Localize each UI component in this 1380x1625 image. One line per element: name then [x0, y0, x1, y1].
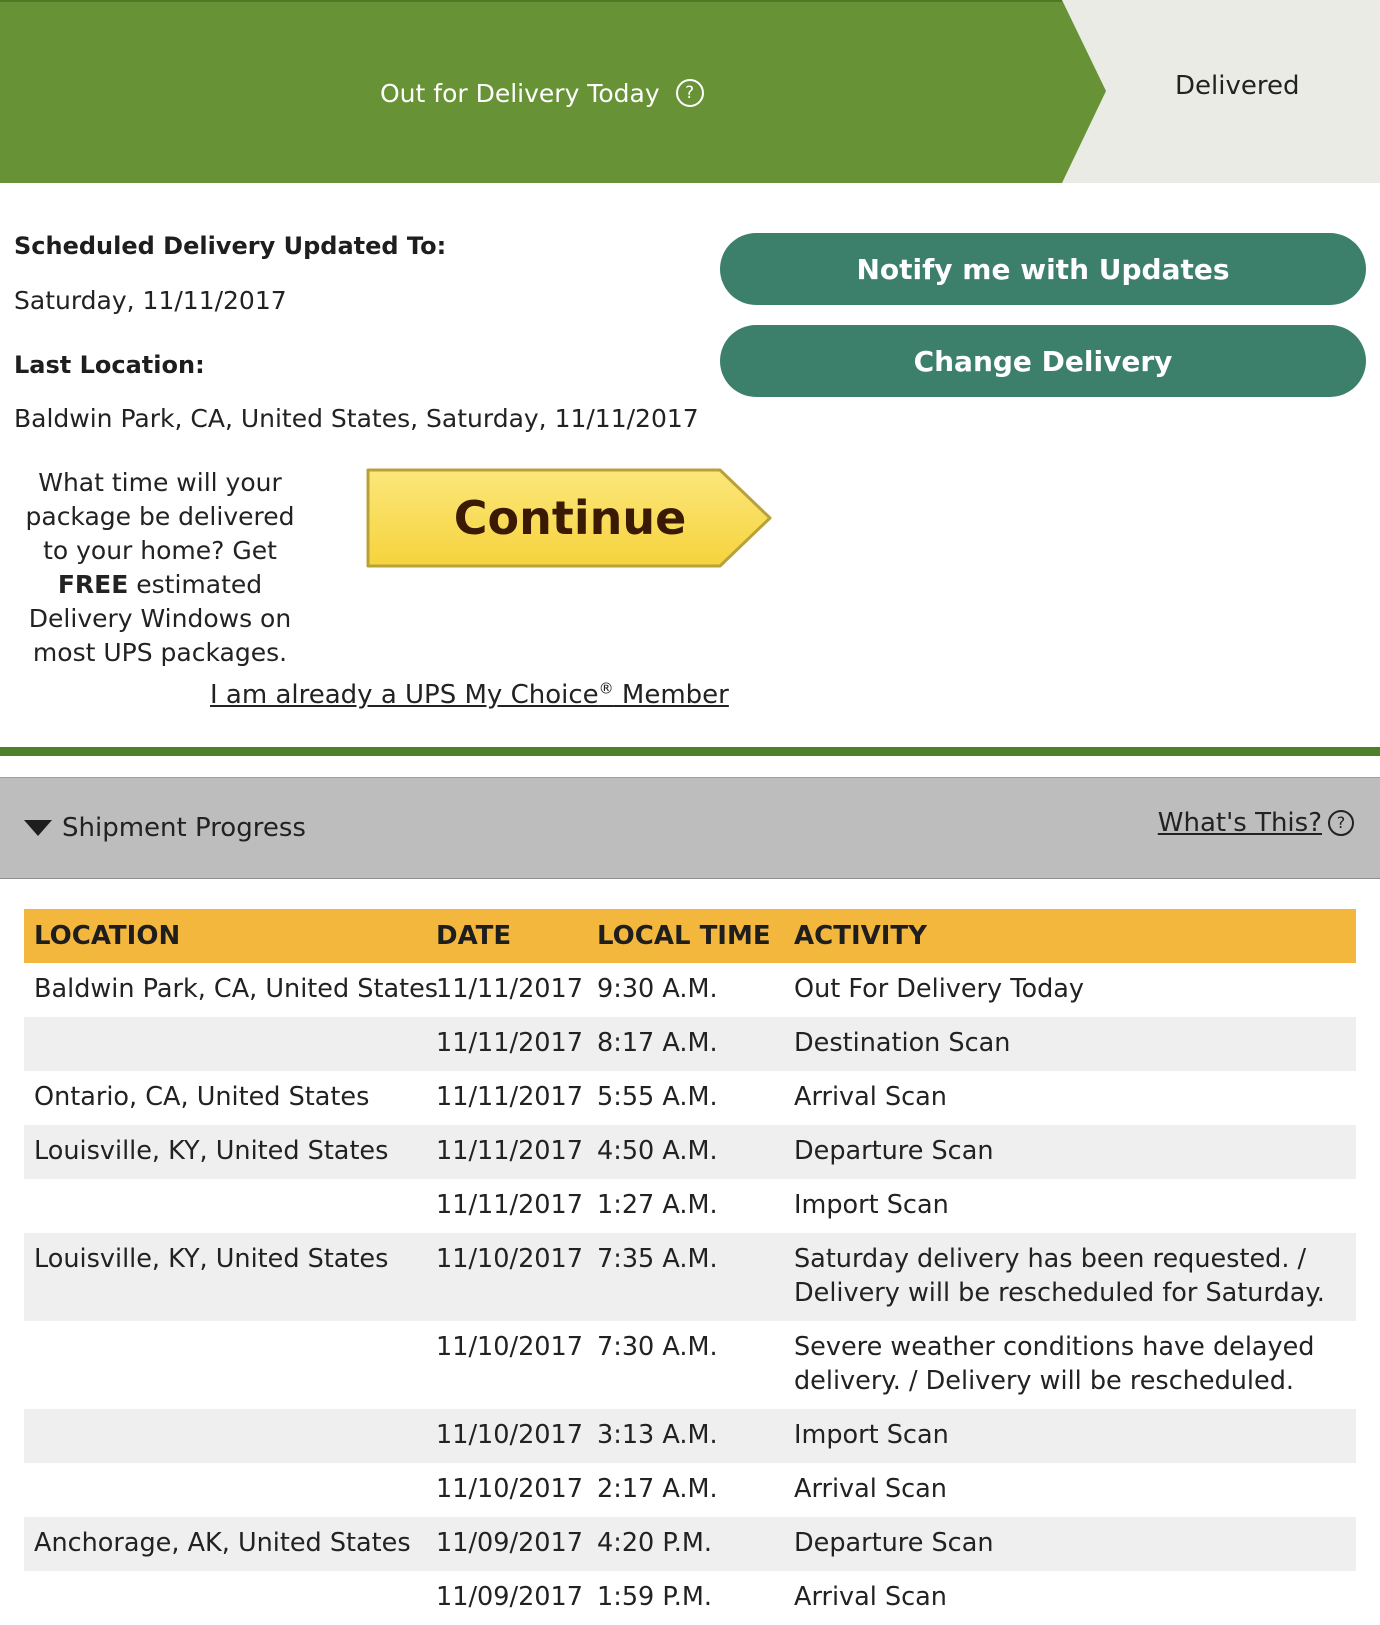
cell-date: 11/11/2017 — [426, 1017, 587, 1071]
table-row — [24, 1233, 1356, 1321]
cell-activity: Arrival Scan — [794, 1582, 947, 1612]
cell-date: 11/10/2017 — [426, 1233, 587, 1321]
table-row — [24, 1017, 1356, 1071]
header-activity: ACTIVITY — [784, 909, 1356, 963]
cell-time: 4:50 A.M. — [587, 1125, 784, 1179]
section-divider — [0, 747, 1380, 756]
step-out-for-delivery — [380, 73, 704, 113]
cell-activity: Arrival Scan — [794, 1474, 947, 1504]
table-row — [24, 1409, 1356, 1463]
my-choice-promo-text: What time will your package be delivered to your home? Get FREE estimated Delivery Windows on most UPS packages. — [25, 468, 295, 667]
cell-location — [24, 1571, 426, 1625]
cell-date: 11/10/2017 — [426, 1409, 587, 1463]
table-row — [24, 1517, 1356, 1571]
shipment-progress-header — [0, 777, 1380, 879]
header-date: DATE — [426, 909, 587, 963]
cell-time: 5:55 A.M. — [597, 1082, 718, 1112]
cell-time: 3:13 A.M. — [587, 1409, 784, 1463]
table-row — [24, 1125, 1356, 1179]
cell-date: 11/11/2017 — [426, 1125, 587, 1179]
caret-down-icon — [24, 820, 52, 836]
header-local-time: LOCAL TIME — [587, 909, 784, 963]
last-location-value: Baldwin Park, CA, United States, Saturday, 11/11/2017 — [14, 404, 699, 433]
cell-time: 7:30 A.M. — [597, 1332, 718, 1362]
step-current-label: Out for Delivery Today — [380, 78, 660, 108]
cell-time: 8:17 A.M. — [587, 1017, 784, 1071]
table-header-row — [24, 909, 1356, 963]
cell-time: 4:20 P.M. — [587, 1517, 784, 1571]
help-circle-icon[interactable]: ? — [676, 79, 704, 107]
whats-this-label: What's This? — [1157, 808, 1322, 838]
table-row — [24, 1071, 1356, 1125]
cell-date: 11/11/2017 — [436, 1082, 583, 1112]
cell-location: Anchorage, AK, United States — [24, 1517, 426, 1571]
cell-activity: Departure Scan — [784, 1517, 1356, 1571]
cell-time: 2:17 A.M. — [597, 1474, 718, 1504]
cell-activity: Import Scan — [784, 1409, 1356, 1463]
cell-time: 9:30 A.M. — [597, 974, 718, 1004]
scheduled-delivery-value: Saturday, 11/11/2017 — [14, 286, 287, 315]
delivery-progress-bar — [0, 0, 1380, 183]
cell-time: 7:35 A.M. — [587, 1233, 784, 1321]
continue-label: Continue — [453, 491, 687, 545]
cell-location — [24, 1179, 426, 1233]
cell-date: 11/11/2017 — [436, 974, 583, 1004]
cell-activity: Departure Scan — [784, 1125, 1356, 1179]
cell-activity: Destination Scan — [784, 1017, 1356, 1071]
cell-time: 1:27 A.M. — [597, 1190, 718, 1220]
shipment-progress-table — [24, 909, 1356, 1625]
cell-location: Louisville, KY, United States — [24, 1233, 426, 1321]
cell-location: Baldwin Park, CA, United States — [34, 974, 439, 1004]
table-row — [24, 1179, 1356, 1233]
table-row — [24, 1321, 1356, 1409]
cell-location: Louisville, KY, United States — [24, 1125, 426, 1179]
last-location-label: Last Location: — [14, 351, 205, 379]
cell-date: 11/09/2017 — [436, 1582, 583, 1612]
cell-location — [24, 1463, 426, 1517]
table-row — [24, 1463, 1356, 1517]
change-delivery-button[interactable]: Change Delivery — [720, 325, 1366, 397]
cell-date: 11/09/2017 — [426, 1517, 587, 1571]
shipment-progress-toggle[interactable] — [24, 806, 306, 850]
cell-date: 11/10/2017 — [436, 1474, 583, 1504]
cell-time: 1:59 P.M. — [597, 1582, 712, 1612]
cell-location: Ontario, CA, United States — [34, 1082, 370, 1112]
cell-activity: Severe weather conditions have delayed delivery. / Delivery will be rescheduled. — [794, 1332, 1315, 1396]
my-choice-member-link[interactable]: I am already a UPS My Choice® Member — [210, 679, 729, 710]
cell-activity: Import Scan — [794, 1190, 949, 1220]
help-circle-icon: ? — [1328, 810, 1354, 836]
notify-updates-button[interactable]: Notify me with Updates — [720, 233, 1366, 305]
cell-date: 11/11/2017 — [436, 1190, 583, 1220]
continue-button[interactable] — [366, 466, 774, 570]
cell-date: 11/10/2017 — [436, 1332, 583, 1362]
step-delivered: Delivered — [1175, 71, 1300, 101]
table-row — [24, 1571, 1356, 1625]
cell-location — [24, 1321, 426, 1409]
cell-activity: Arrival Scan — [794, 1082, 947, 1112]
cell-location — [24, 1017, 426, 1071]
header-location: LOCATION — [24, 909, 426, 963]
cell-activity: Out For Delivery Today — [794, 974, 1084, 1004]
scheduled-delivery-label: Scheduled Delivery Updated To: — [14, 232, 447, 260]
shipment-progress-title: Shipment Progress — [62, 813, 306, 843]
whats-this-link[interactable] — [1158, 808, 1354, 838]
cell-activity: Saturday delivery has been requested. / Delivery will be rescheduled for Saturday. — [784, 1233, 1356, 1321]
cell-location — [24, 1409, 426, 1463]
table-row — [24, 963, 1356, 1017]
